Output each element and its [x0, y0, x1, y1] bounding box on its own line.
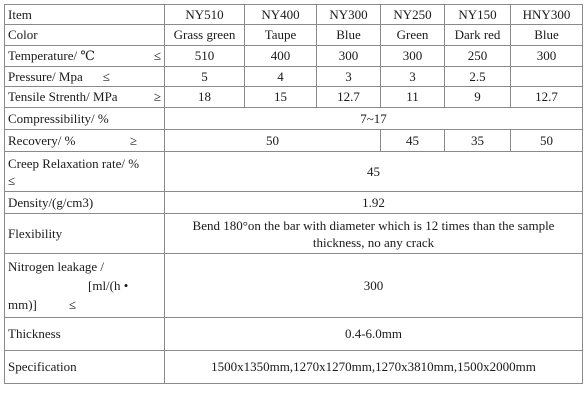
recovery-label: Recovery/ % [8, 132, 76, 148]
tensile-value-ny300: 12.7 [317, 87, 381, 108]
specification-value: 1500x1350mm,1270x1270mm,1270x3810mm,1500x2000mm [165, 351, 583, 384]
tensile-row [5, 87, 583, 108]
pressure-value-ny510: 5 [165, 67, 245, 87]
header-model-ny250: NY250 [381, 5, 445, 25]
pressure-value-hny300 [511, 67, 583, 87]
density-label: Density/(g/cm3) [5, 192, 165, 214]
color-value-hny300: Blue [511, 25, 583, 46]
pressure-label-cell [5, 67, 165, 87]
thickness-label: Thickness [5, 318, 165, 351]
pressure-label: Pressure/ Mpa [8, 68, 83, 84]
greater-equal-symbol: ≥ [129, 132, 137, 148]
temperature-row [5, 46, 583, 67]
temperature-value-hny300: 300 [511, 46, 583, 67]
nitrogen-value: 300 [165, 254, 583, 318]
density-value: 1.92 [165, 192, 583, 214]
pressure-value-ny150: 2.5 [445, 67, 511, 87]
recovery-label-cell [5, 130, 165, 152]
thickness-row [5, 318, 583, 351]
compressibility-value: 7~17 [165, 108, 583, 130]
temperature-value-ny250: 300 [381, 46, 445, 67]
less-equal-symbol: ≤ [102, 68, 110, 84]
tensile-value-hny300: 12.7 [511, 87, 583, 108]
recovery-row [5, 130, 583, 152]
flexibility-row [5, 214, 583, 254]
temperature-value-ny510: 510 [165, 46, 245, 67]
temperature-value-ny300: 300 [317, 46, 381, 67]
pressure-value-ny400: 4 [245, 67, 317, 87]
recovery-value-ny510-ny300: 50 [165, 130, 381, 152]
recovery-value-ny250: 45 [381, 130, 445, 152]
nitrogen-row [5, 254, 583, 318]
color-row [5, 25, 583, 46]
less-equal-symbol: ≤ [68, 297, 77, 312]
header-model-ny510: NY510 [165, 5, 245, 25]
header-model-hny300: HNY300 [511, 5, 583, 25]
flexibility-label: Flexibility [5, 214, 165, 254]
pressure-row [5, 67, 583, 87]
tensile-label: Tensile Strenth/ MPa [8, 89, 118, 104]
creep-label-cell [5, 152, 165, 192]
color-value-ny400: Taupe [245, 25, 317, 46]
recovery-value-ny150: 35 [445, 130, 511, 152]
flexibility-value: Bend 180°on the bar with diameter which is 12 times than the sample thickness, no any crack [192, 217, 555, 250]
flexibility-value-cell [165, 214, 583, 254]
header-model-ny400: NY400 [245, 5, 317, 25]
header-item-cell: Item [5, 5, 165, 25]
tensile-value-ny250: 11 [381, 87, 445, 108]
color-label: Color [5, 25, 165, 46]
temperature-label-cell [5, 46, 165, 67]
header-model-ny300: NY300 [317, 5, 381, 25]
header-model-ny150: NY150 [445, 5, 511, 25]
nitrogen-label-line1: Nitrogen leakage / [8, 259, 105, 274]
specification-table [4, 4, 583, 384]
tensile-value-ny400: 15 [245, 87, 317, 108]
density-row [5, 192, 583, 214]
temperature-value-ny150: 250 [445, 46, 511, 67]
creep-label: Creep Relaxation rate/ % [8, 155, 140, 171]
nitrogen-label-cell [5, 254, 165, 318]
thickness-value: 0.4-6.0mm [165, 318, 583, 351]
tensile-label-cell [5, 87, 165, 108]
compressibility-label: Compressibility/ % [5, 108, 165, 130]
recovery-value-hny300: 50 [511, 130, 583, 152]
color-value-ny510: Grass green [165, 25, 245, 46]
color-value-ny150: Dark red [445, 25, 511, 46]
temperature-label: Temperature/ ℃ [8, 48, 95, 63]
color-value-ny250: Green [381, 25, 445, 46]
pressure-value-ny250: 3 [381, 67, 445, 87]
pressure-value-ny300: 3 [317, 67, 381, 87]
greater-equal-symbol: ≥ [153, 89, 161, 104]
nitrogen-label-line2: [ml/(h • [88, 278, 129, 293]
creep-value: 45 [165, 152, 583, 192]
tensile-value-ny150: 9 [445, 87, 511, 108]
specification-row [5, 351, 583, 384]
compressibility-row [5, 108, 583, 130]
color-value-ny300: Blue [317, 25, 381, 46]
less-equal-symbol: ≤ [153, 48, 161, 63]
specification-label: Specification [5, 351, 165, 384]
nitrogen-label-line3: mm)] [8, 297, 37, 312]
header-row [5, 5, 583, 25]
temperature-value-ny400: 400 [245, 46, 317, 67]
tensile-value-ny510: 18 [165, 87, 245, 108]
creep-row [5, 152, 583, 192]
less-equal-symbol: ≤ [8, 172, 16, 188]
